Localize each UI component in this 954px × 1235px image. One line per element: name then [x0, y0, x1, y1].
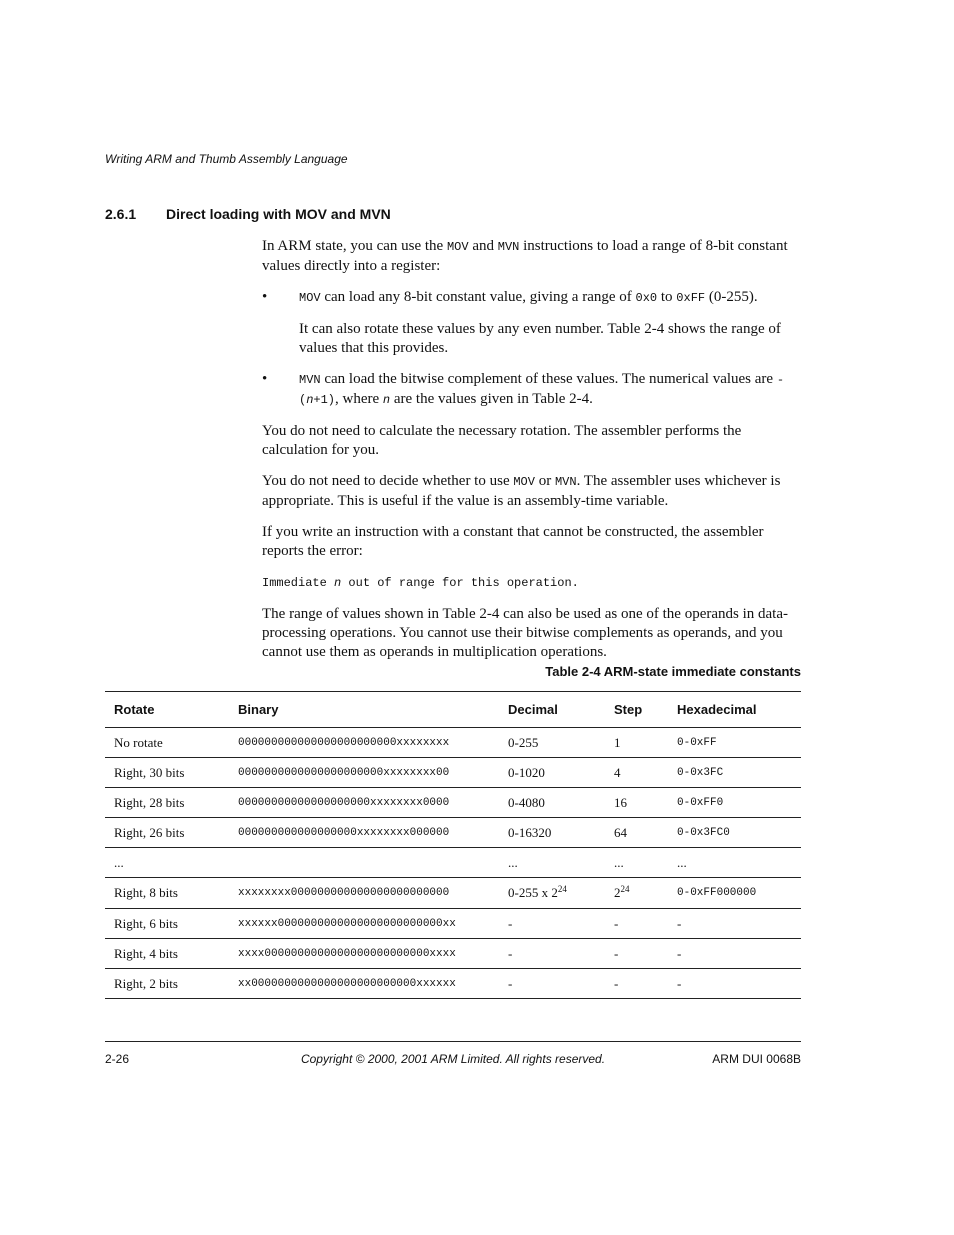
- decide-paragraph: [262, 472, 802, 511]
- section-number: 2.6.1: [105, 206, 137, 222]
- cell-binary: xx0000000000000000000000000xxxxxx: [229, 969, 499, 999]
- cell-decimal: [499, 878, 605, 909]
- table-caption: Table 2-4 ARM-state immediate constants: [545, 664, 801, 679]
- code-n: n: [334, 576, 342, 590]
- text-span: can load any 8-bit constant value, giving a range of: [320, 289, 636, 305]
- cell-decimal: 0-1020: [499, 758, 605, 788]
- header-rotate: Rotate: [105, 692, 229, 728]
- section-heading: [105, 206, 391, 222]
- error-intro-paragraph: If you write an instruction with a constant that cannot be constructed, the assembler reports the error:: [262, 524, 764, 559]
- cell-rotate: Right, 2 bits: [105, 969, 229, 999]
- footer-rule: [105, 1041, 801, 1042]
- table-row: [105, 848, 801, 878]
- immediate-constants-table: [105, 691, 801, 999]
- cell-hex: 0-0x3FC0: [668, 818, 801, 848]
- cell-binary: 000000000000000000000000xxxxxxxx: [229, 728, 499, 758]
- cell-hex: 0-0xFF: [668, 728, 801, 758]
- text-span: and: [468, 238, 498, 254]
- cell-hex: -: [668, 969, 801, 999]
- step-base: 2: [614, 885, 621, 900]
- code-mvn: MVN: [299, 373, 321, 387]
- cell-rotate: Right, 6 bits: [105, 909, 229, 939]
- cell-hex: ...: [668, 848, 801, 878]
- text-span: (0-255).: [705, 289, 758, 305]
- code-expr: -(: [299, 373, 785, 407]
- decimal-exponent: 24: [557, 884, 567, 894]
- text-span: instructions to load a range of 8-bit constant values directly into a register:: [262, 238, 788, 274]
- cell-step: -: [605, 909, 668, 939]
- cell-rotate: No rotate: [105, 728, 229, 758]
- code-mvn: MVN: [497, 240, 520, 254]
- cell-decimal: -: [499, 969, 605, 999]
- text-span: or: [534, 473, 555, 489]
- cell-binary: [229, 848, 499, 878]
- step-exponent: 24: [620, 884, 630, 894]
- cell-rotate: Right, 4 bits: [105, 939, 229, 969]
- code-mov: MOV: [513, 475, 535, 489]
- code-mvn: MVN: [554, 475, 577, 489]
- operands-paragraph: The range of values shown in Table 2-4 can also be used as one of the operands in data-processing operations. You cannot use their bitwise complements as operands, and you cannot use them as operands in multiplication operations.: [262, 606, 789, 660]
- cell-step: -: [605, 939, 668, 969]
- cell-decimal: -: [499, 909, 605, 939]
- section-title: Direct loading with MOV and MVN: [166, 206, 391, 222]
- code-n: n: [306, 393, 314, 407]
- bullet-mov-text: [299, 288, 802, 308]
- header-step: Step: [605, 692, 668, 728]
- table-row: [105, 878, 801, 909]
- cell-binary: 000000000000000000xxxxxxxx000000: [229, 818, 499, 848]
- header-hexadecimal: Hexadecimal: [668, 692, 801, 728]
- running-header: Writing ARM and Thumb Assembly Language: [105, 152, 348, 166]
- text-span: are the values given in Table 2-4.: [390, 391, 593, 407]
- text-span: can load the bitwise complement of these values. The numerical values are: [320, 371, 777, 387]
- cell-step: 1: [605, 728, 668, 758]
- code-hex-ff: 0xFF: [676, 291, 706, 305]
- cell-rotate: ...: [105, 848, 229, 878]
- cell-hex: -: [668, 939, 801, 969]
- code-text: out of range for this operation.: [341, 576, 579, 590]
- cell-binary: 0000000000000000000000xxxxxxxx00: [229, 758, 499, 788]
- cell-decimal: -: [499, 939, 605, 969]
- cell-hex: -: [668, 909, 801, 939]
- cell-rotate: Right, 30 bits: [105, 758, 229, 788]
- bullet-marker: •: [262, 289, 268, 305]
- cell-binary: xxxxxxxx000000000000000000000000: [229, 878, 499, 909]
- document-id: ARM DUI 0068B: [712, 1052, 801, 1066]
- cell-hex: 0-0xFF0: [668, 788, 801, 818]
- cell-decimal: ...: [499, 848, 605, 878]
- cell-decimal: 0-16320: [499, 818, 605, 848]
- cell-step: 16: [605, 788, 668, 818]
- text-span: to: [657, 289, 677, 305]
- code-mov: MOV: [446, 240, 469, 254]
- header-decimal: Decimal: [499, 692, 605, 728]
- table-row: [105, 969, 801, 999]
- cell-step: 4: [605, 758, 668, 788]
- cell-rotate: Right, 8 bits: [105, 878, 229, 909]
- code-text: Immediate: [262, 576, 335, 590]
- cell-step: [605, 878, 668, 909]
- code-expr: +1): [313, 393, 336, 407]
- text-span: . The assembler uses whichever is appropriate. This is useful if the value is an assembly-time variable.: [262, 473, 781, 509]
- cell-rotate: Right, 26 bits: [105, 818, 229, 848]
- bullet-mov-detail: It can also rotate these values by any even number. Table 2-4 shows the range of values that this provides.: [299, 321, 781, 356]
- copyright-notice: Copyright © 2000, 2001 ARM Limited. All rights reserved.: [300, 1052, 606, 1066]
- cell-binary: 00000000000000000000xxxxxxxx0000: [229, 788, 499, 818]
- text-span: , where: [335, 391, 383, 407]
- bullet-mvn: [262, 370, 802, 410]
- table-row: [105, 939, 801, 969]
- cell-hex: 0-0xFF000000: [668, 878, 801, 909]
- cell-rotate: Right, 28 bits: [105, 788, 229, 818]
- cell-decimal: 0-255: [499, 728, 605, 758]
- cell-decimal: 0-4080: [499, 788, 605, 818]
- cell-binary: xxxx0000000000000000000000000xxxx: [229, 939, 499, 969]
- table-row: [105, 818, 801, 848]
- cell-binary: xxxxxx0000000000000000000000000xx: [229, 909, 499, 939]
- code-n: n: [382, 393, 391, 407]
- table-header-row: [105, 692, 801, 728]
- cell-step: ...: [605, 848, 668, 878]
- cell-hex: 0-0x3FC: [668, 758, 801, 788]
- intro-paragraph: [262, 237, 802, 276]
- text-span: You do not need to decide whether to use: [262, 473, 514, 489]
- error-message: [262, 573, 802, 593]
- code-mov: MOV: [299, 291, 321, 305]
- decimal-base: 0-255 x 2: [508, 885, 558, 900]
- table-row: [105, 758, 801, 788]
- bullet-mov: [262, 288, 802, 358]
- table-row: [105, 788, 801, 818]
- page-number: 2-26: [105, 1052, 130, 1066]
- table-row: [105, 909, 801, 939]
- header-binary: Binary: [229, 692, 499, 728]
- cell-step: -: [605, 969, 668, 999]
- text-span: In ARM state, you can use the: [262, 238, 447, 254]
- code-hex-0: 0x0: [635, 291, 658, 305]
- table-row: [105, 728, 801, 758]
- cell-step: 64: [605, 818, 668, 848]
- bullet-marker: •: [262, 371, 268, 387]
- body-text: [262, 237, 802, 674]
- bullet-mvn-text: [299, 370, 802, 410]
- rotation-paragraph: You do not need to calculate the necessary rotation. The assembler performs the calculation for you.: [262, 423, 742, 458]
